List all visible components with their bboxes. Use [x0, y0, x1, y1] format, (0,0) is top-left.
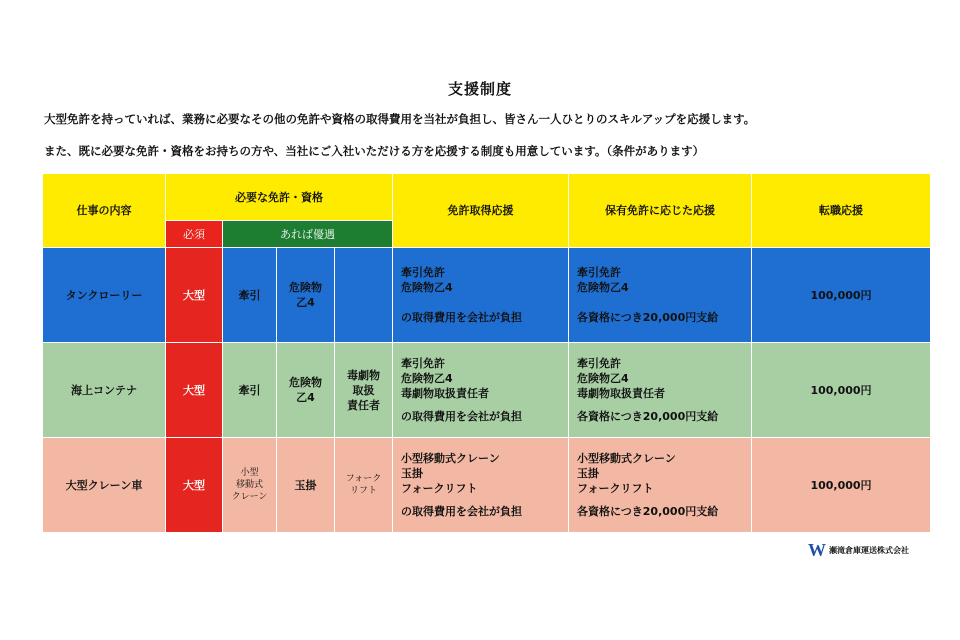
acquisition-line: 危険物乙4 [401, 281, 453, 294]
acquisition-cell [393, 343, 569, 438]
acquisition-line: 小型移動式クレーン [401, 452, 500, 465]
acquisition-line [401, 295, 568, 310]
acquisition-cell [393, 438, 569, 533]
preferred-line: リフト [349, 486, 377, 496]
acquisition-line: 毒劇物取扱責任者 [401, 387, 489, 400]
acquisition-line: 危険物乙4 [401, 372, 453, 385]
preferred-line: 移動式 [235, 480, 263, 490]
company-name: 瀬滝倉庫運送株式会社 [829, 546, 909, 555]
holding-line: 牽引免許 [577, 357, 621, 370]
must-cell: 大型 [166, 248, 223, 343]
transfer-cell: 100,000円 [752, 248, 931, 343]
holding-note: 各資格につき20,000円支給 [577, 505, 719, 518]
holding-line: 毒劇物取扱責任者 [577, 387, 665, 400]
intro-line-1: 大型免許を持っていれば、業務に必要なその他の免許や資格の取得費用を当社が負担し、皆さん一人ひとりのスキルアップを応援します。 [44, 112, 756, 126]
preferred-cell [277, 343, 335, 438]
header-must: 必須 [166, 221, 223, 248]
support-table [42, 173, 931, 533]
header-acquisition: 免許取得応援 [393, 174, 569, 248]
holding-line: 牽引免許 [577, 266, 621, 279]
must-cell: 大型 [166, 343, 223, 438]
transfer-cell: 100,000円 [752, 343, 931, 438]
header-transfer: 転職応援 [752, 174, 931, 248]
transfer-cell: 100,000円 [752, 438, 931, 533]
header-required: 必要な免許・資格 [166, 174, 393, 221]
page-title: 支援制度 [447, 80, 512, 98]
table-row [43, 343, 931, 438]
acquisition-line: 牽引免許 [401, 266, 445, 279]
preferred-line: 乙4 [296, 296, 315, 309]
preferred-cell [335, 343, 393, 438]
acquisition-note: の取得費用を会社が負担 [401, 311, 522, 324]
acquisition-note: の取得費用を会社が負担 [401, 410, 522, 423]
acquisition-cell [393, 248, 569, 343]
table-row [43, 248, 931, 343]
company-logo-mark: W [808, 540, 826, 560]
table-row [43, 438, 931, 533]
must-cell: 大型 [166, 438, 223, 533]
holding-line: 危険物乙4 [577, 372, 629, 385]
job-cell: 大型クレーン車 [43, 438, 166, 533]
preferred-cell: 玉掛 [277, 438, 335, 533]
preferred-line: 危険物 [289, 281, 322, 294]
preferred-line: クレーン [231, 492, 268, 502]
acquisition-note: の取得費用を会社が負担 [401, 505, 522, 518]
preferred-line: 毒劇物 [347, 368, 380, 382]
intro-line-2: また、既に必要な免許・資格をお持ちの方や、当社にご入社いただける方を応援する制度も用意しています。（条件があります） [44, 144, 705, 158]
holding-note: 各資格につき20,000円支給 [577, 410, 719, 423]
preferred-cell [335, 248, 393, 343]
preferred-line: フォーク [345, 474, 382, 484]
job-cell: 海上コンテナ [43, 343, 166, 438]
preferred-line: 乙4 [296, 391, 315, 404]
preferred-line: 責任者 [347, 398, 380, 412]
preferred-line: 危険物 [289, 376, 322, 389]
header-preferred: あれば優遇 [223, 221, 393, 248]
holding-cell [569, 343, 752, 438]
preferred-line: 小型 [240, 468, 259, 478]
preferred-cell [335, 438, 393, 533]
acquisition-line: 牽引免許 [401, 357, 445, 370]
preferred-cell: 牽引 [223, 343, 277, 438]
table-header-row [43, 174, 931, 221]
holding-line: 危険物乙4 [577, 281, 629, 294]
holding-cell [569, 248, 752, 343]
acquisition-line: 玉掛 [401, 467, 423, 480]
holding-line: フォークリフト [577, 482, 654, 495]
job-cell: タンクローリー [43, 248, 166, 343]
preferred-cell [277, 248, 335, 343]
preferred-cell: 牽引 [223, 248, 277, 343]
holding-note: 各資格につき20,000円支給 [577, 311, 719, 324]
holding-cell [569, 438, 752, 533]
holding-line: 玉掛 [577, 467, 599, 480]
preferred-cell [223, 438, 277, 533]
header-holding: 保有免許に応じた応援 [569, 174, 752, 248]
company-logo [808, 540, 909, 561]
header-job: 仕事の内容 [43, 174, 166, 248]
acquisition-line: フォークリフト [401, 482, 478, 495]
holding-line: 小型移動式クレーン [577, 452, 676, 465]
preferred-line: 取扱 [352, 383, 375, 397]
holding-line [577, 295, 751, 310]
